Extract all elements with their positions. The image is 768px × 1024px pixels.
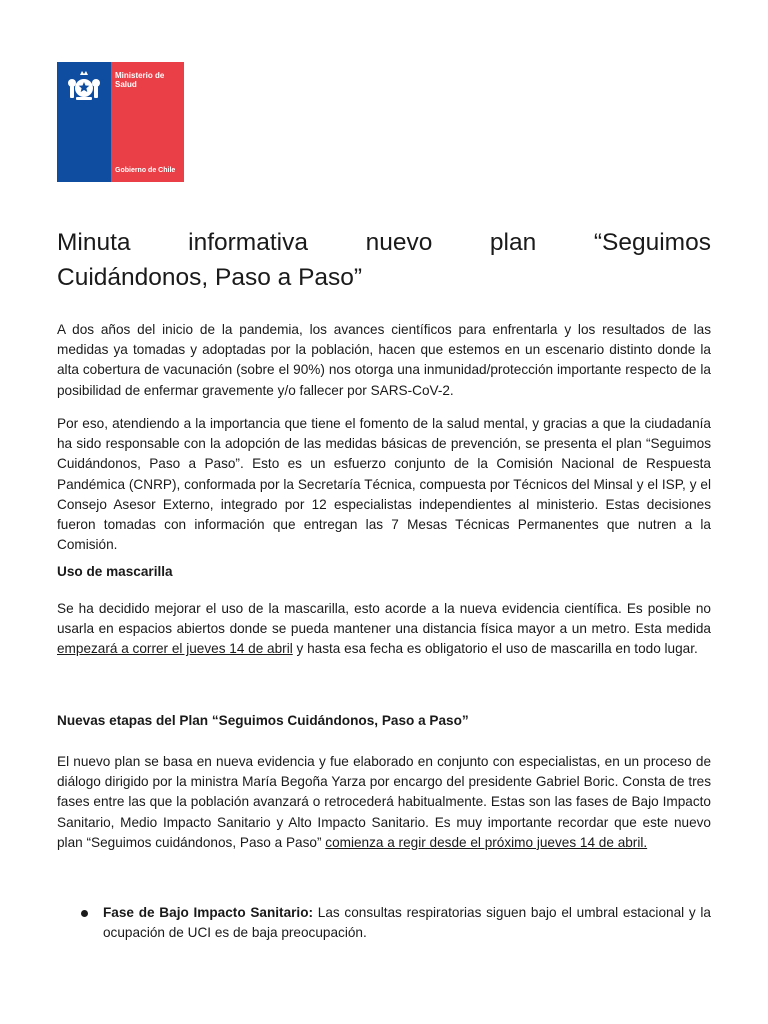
section-heading-etapas: Nuevas etapas del Plan “Seguimos Cuidándonos, Paso a Paso” [57,713,469,728]
bullet-icon [81,910,88,917]
phase-label: Fase de Bajo Impacto Sanitario: [103,905,314,920]
title-word: nuevo [365,229,433,256]
etapas-underlined-date: comienza a regir desde el próximo jueves 14 de abril. [325,834,648,850]
intro-paragraph-2: Por eso, atendiendo a la importancia que tiene el fomento de la salud mental, y gracias a que la ciudadanía ha sido responsable con la adopción de las medidas básicas de prevención, se presenta el plan “Seguimos Cuidándonos, Paso a Paso”. Esto es un esfuerzo conjunto de la Comisión Nacional de Respuesta Pandémica (CNRP), conformada por la Secretaría Técnica, compuesta por Técnicos del Minsal y el ISP, y el Consejo Asesor Externo, integrado por 12 especialistas independientes al ministerio. Estas decisiones fueron tomadas con información que entregan las 7 Mesas Técnicas Permanentes que nutren a la Comisión. [57,416,711,553]
logo-red-panel [111,62,184,182]
title-line-2: Cuidándonos, Paso a Paso” [57,264,363,291]
mascarilla-text-end: y hasta esa fecha es obligatorio el uso de mascarilla en todo lugar. [292,641,698,657]
mascarilla-paragraph [57,599,711,660]
section-heading-mascarilla: Uso de mascarilla [57,564,173,579]
etapas-text: El nuevo plan se basa en nueva evidencia y fue elaborado en conjunto con especialistas, en un proceso de diálogo dirigido por la ministra María Begoña Yarza por encargo del presidente Gabriel Boric. Consta de tres fases entre las que la población avanzará o retrocederá habitualmente. Estas son las fases de Bajo Impacto Sanitario, Medio Impacto Sanitario y Alto Impacto Sanitario. Es muy importante recordar que este nuevo plan “Seguimos cuidándonos, Paso a Paso” [57,754,711,850]
intro-paragraph-1: A dos años del inicio de la pandemia, los avances científicos para enfrentarla y los resultados de las medidas ya tomadas y adoptadas por la población, hacen que estemos en un escenario distinto donde la alta cobertura de vacunación (sobre el 90%) nos otorga una inmunidad/protección importante respecto de la posibilidad de enfermar gravemente y/o fallecer por SARS-CoV-2. [57,322,711,398]
title-word: Minuta [57,229,131,256]
title-word: informativa [188,229,308,256]
etapas-paragraph [57,752,711,853]
phase-list [57,903,711,943]
coat-of-arms-icon [62,68,106,104]
ministry-logo [57,62,184,182]
title-word: “Seguimos [593,229,711,256]
mascarilla-underlined-date: empezará a correr el jueves 14 de abril [57,641,293,657]
mascarilla-text: Se ha decidido mejorar el uso de la mascarilla, esto acorde a la nueva evidencia científica. Es posible no usarla en espacios abiertos donde se pueda mantener una distancia física mayor a un metro. Esta medida [57,601,711,637]
title-word: plan [489,229,537,256]
list-item [57,903,711,943]
phase-description: Las consultas respiratorias siguen bajo el umbral estacional y la ocupación de UCI es de baja preocupación. [103,905,711,941]
ministry-name: Ministerio de Salud [115,71,165,89]
logo-blue-panel [57,62,111,182]
title-line-1 [57,225,711,260]
government-name: Gobierno de Chile [115,167,176,174]
document-title [57,225,711,295]
